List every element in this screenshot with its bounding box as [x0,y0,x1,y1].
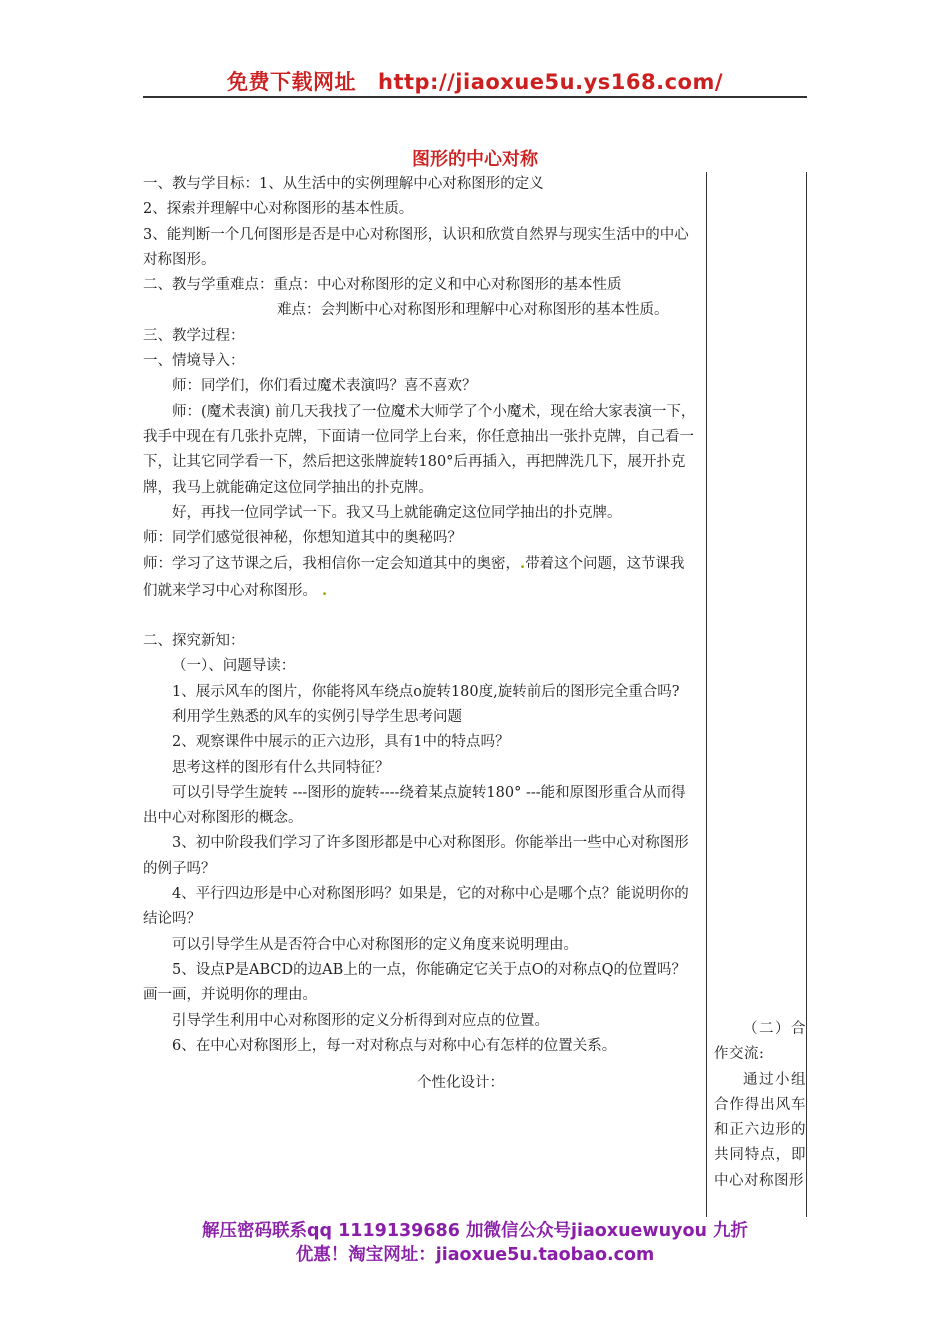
question-6: 6、在中心对称图形上，每一对对称点与对称中心有怎样的位置关系。 [172,1037,617,1054]
side-text: 通过小组合作得出风车和正六边形的共同特点，即中心对称图形 [714,1071,806,1189]
dialogue-2: 师：(魔术表演) 前几天我找了一位魔术大师学了个小魔术，现在给大家表演一下，我手中现在有几张扑克牌，下面请一位同学上台来，你任意抽出一张扑克牌，自己看一下，让其它同学看一下，然后把这张牌旋转180°后再插入，再把牌洗几下，展开扑克牌，我马上就能确定这位同学抽出的扑克牌。 [143,403,696,496]
explore-heading: 二、探究新知： [143,633,245,650]
column-divider-right [806,172,807,1217]
key-points-line: 二、教与学重难点：重点：中心对称图形的定义和中心对称图形的基本性质 [143,277,622,294]
question-4: 4、平行四边形是中心对称图形吗？如果是，它的对称中心是哪个点？能说明你的结论吗？ [143,886,689,928]
note-2: 思考这样的图形有什么共同特征？ [172,759,390,776]
side-notes [714,1017,806,1194]
personalized-design-label: 个性化设计： [417,1075,504,1092]
footer-line-2: 优惠！淘宝网址：jiaoxue5u.taobao.com [295,1245,655,1265]
dialogue-3: 好，再找一位同学试一下。我又马上就能确定这位同学抽出的扑克牌。 [172,504,622,521]
page-header [0,66,950,96]
stray-dot: . [520,555,526,573]
column-divider-left [706,172,707,1217]
intro-heading: 一、情境导入： [143,353,245,370]
header-url-link[interactable]: http://jiaoxue5u.ys168.com/ [378,70,723,94]
dialogue-4: 师：同学们感觉很神秘，你想知道其中的奥秘吗？ [143,530,462,547]
header-label: 免费下载网址 [227,70,356,94]
objective-line-1: 一、教与学目标：1、从生活中的实例理解中心对称图形的定义 [143,176,544,192]
side-heading: （二）合作交流: [714,1021,806,1063]
blank-line [143,604,698,629]
footer-line-1: 解压密码联系qq 1119139686 加微信公众号jiaoxuewuyou 九折 [201,1221,749,1241]
header-divider [143,96,807,98]
note-3: 可以引导学生旋转 ---图形的旋转----绕着某点旋转180° ---能和原图形重合从而得出中心对称图形的概念。 [143,784,686,827]
note-5: 引导学生利用中心对称图形的定义分析得到对应点的位置。 [172,1012,549,1029]
dialogue-5: 师：学习了这节课之后，我相信你一定会知道其中的奥密，.带着这个问题，这节课我们就来学习中心对称图形。 . [143,555,685,599]
stray-dot: . [317,581,328,599]
objective-line-3: 3、能判断一个几何图形是否是中心对称图形，认识和欣赏自然界与现实生活中的中心对称图形。 [143,226,689,268]
page-footer [0,1219,950,1267]
question-1: 1、展示风车的图片，你能将风车绕点o旋转180度,旋转前后的图形完全重合吗? [172,683,680,700]
question-2: 2、观察课件中展示的正六边形，具有1中的特点吗？ [172,734,510,751]
question-3: 3、初中阶段我们学习了许多图形都是中心对称图形。你能举出一些中心对称图形的例子吗？ [143,835,689,877]
process-heading: 三、教学过程： [143,327,245,344]
difficulty-line: 难点：会判断中心对称图形和理解中心对称图形的基本性质。 [277,302,669,319]
question-guide-heading: （一）、问题导读： [172,658,296,675]
objective-line-2: 2、探索并理解中心对称图形的基本性质。 [143,201,414,218]
lesson-body [143,172,698,1096]
note-4: 可以引导学生从是否符合中心对称图形的定义角度来说明理由。 [172,936,578,953]
question-5: 5、设点P是ABCD的边AB上的一点，你能确定它关于点O的对称点Q的位置吗？画一画，并说明你的理由。 [143,961,686,1004]
document-title: 图形的中心对称 [412,149,538,170]
note-1: 利用学生熟悉的风车的实例引导学生思考问题 [172,708,462,725]
dialogue-1: 师：同学们，你们看过魔术表演吗？喜不喜欢？ [172,378,477,395]
